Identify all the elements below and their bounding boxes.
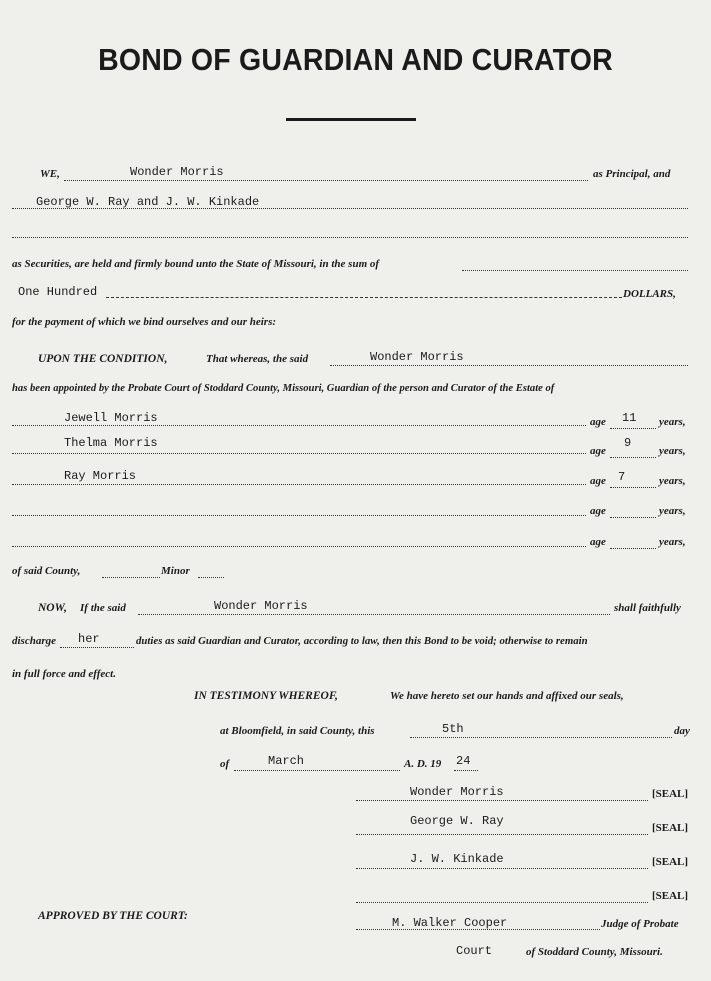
seal-label: [SEAL] bbox=[652, 890, 689, 902]
sum-dash-line bbox=[106, 297, 622, 298]
court-word: Court bbox=[456, 944, 493, 958]
signer-name: J. W. Kinkade bbox=[410, 852, 504, 866]
condition-name: Wonder Morris bbox=[370, 350, 464, 364]
full-force-text: in full force and effect. bbox=[12, 668, 116, 680]
age-line bbox=[610, 487, 656, 488]
condition-name-line bbox=[330, 365, 688, 366]
payment-text: for the payment of which we bind ourselves and our heirs: bbox=[12, 316, 277, 328]
now-name-line bbox=[138, 614, 610, 615]
age-label: age bbox=[590, 536, 606, 548]
day-line bbox=[410, 737, 672, 738]
discharge-label: discharge bbox=[12, 635, 56, 647]
at-text: at Bloomfield, in said County, this bbox=[220, 725, 375, 737]
minor-age: 11 bbox=[622, 411, 637, 425]
year-line bbox=[454, 770, 478, 771]
seal-label: [SEAL] bbox=[652, 788, 689, 800]
shall-text: shall faithfully bbox=[614, 602, 681, 614]
principal-line bbox=[64, 180, 588, 181]
minor-name-line bbox=[12, 546, 586, 547]
seal-label: [SEAL] bbox=[652, 856, 689, 868]
age-line bbox=[610, 428, 656, 429]
years-label: years, bbox=[659, 475, 686, 487]
duties-text: duties as said Guardian and Curator, according to law, then this Bond to be void; otherwise to remain bbox=[136, 635, 588, 647]
sureties-names: George W. Ray and J. W. Kinkade bbox=[36, 195, 260, 209]
minor-name: Jewell Morris bbox=[64, 411, 158, 425]
years-label: years, bbox=[659, 505, 686, 517]
ad-label: A. D. 19 bbox=[404, 758, 442, 770]
county-line bbox=[102, 577, 160, 578]
years-label: years, bbox=[659, 536, 686, 548]
of-label: of bbox=[220, 758, 230, 770]
county-court-text: of Stoddard County, Missouri. bbox=[526, 946, 663, 958]
minor-label: Minor bbox=[161, 565, 190, 577]
age-line bbox=[610, 548, 656, 549]
minor-name: Ray Morris bbox=[64, 469, 137, 483]
signature-line bbox=[356, 902, 648, 903]
age-label: age bbox=[590, 475, 606, 487]
day-label: day bbox=[674, 725, 690, 737]
sum-line-a bbox=[462, 270, 688, 271]
minor-age: 7 bbox=[618, 470, 626, 484]
as-principal-label: as Principal, and bbox=[593, 168, 671, 180]
judge-name: M. Walker Cooper bbox=[392, 916, 508, 930]
county-label: of said County, bbox=[12, 565, 81, 577]
title-rule bbox=[286, 118, 416, 121]
minor-suffix-line bbox=[198, 577, 224, 578]
seal-label: [SEAL] bbox=[652, 822, 689, 834]
we-label: WE, bbox=[40, 168, 60, 180]
minor-name-line bbox=[12, 425, 586, 426]
approved-label: APPROVED BY THE COURT: bbox=[38, 910, 188, 922]
pronoun: her bbox=[78, 632, 100, 646]
age-label: age bbox=[590, 505, 606, 517]
condition-text: That whereas, the said bbox=[206, 353, 309, 365]
minor-name-line bbox=[12, 484, 586, 485]
minor-name-line bbox=[12, 453, 586, 454]
securities-text: as Securities, are held and firmly bound unto the State of Missouri, in the sum of bbox=[12, 258, 380, 270]
age-label: age bbox=[590, 445, 606, 457]
year: 24 bbox=[456, 754, 471, 768]
appointed-text: has been appointed by the Probate Court of Stoddard County, Missouri, Guardian of the person and Curator of the Estate of bbox=[12, 383, 555, 394]
testimony-lead: IN TESTIMONY WHEREOF, bbox=[194, 690, 338, 702]
signer-name: Wonder Morris bbox=[410, 785, 504, 799]
minor-name-line bbox=[12, 515, 586, 516]
age-label: age bbox=[590, 416, 606, 428]
judge-label: Judge of Probate bbox=[601, 918, 679, 930]
age-line bbox=[610, 517, 656, 518]
month-line bbox=[234, 770, 400, 771]
now-lead: NOW, bbox=[38, 602, 67, 614]
month: March bbox=[268, 754, 305, 768]
now-text: If the said bbox=[80, 602, 126, 614]
document-title: BOND OF GUARDIAN AND CURATOR bbox=[98, 42, 613, 77]
minor-age: 9 bbox=[624, 436, 632, 450]
day-number: 5th bbox=[442, 722, 464, 736]
years-label: years, bbox=[659, 445, 686, 457]
dollars-label: DOLLARS, bbox=[623, 288, 676, 300]
signature-line bbox=[356, 800, 648, 801]
principal-name: Wonder Morris bbox=[130, 165, 224, 179]
signature-line bbox=[356, 868, 648, 869]
condition-lead: UPON THE CONDITION, bbox=[38, 353, 168, 365]
now-name: Wonder Morris bbox=[214, 599, 308, 613]
age-line bbox=[610, 457, 656, 458]
signer-name: George W. Ray bbox=[410, 814, 504, 828]
pronoun-line bbox=[60, 647, 134, 648]
blank-line bbox=[12, 237, 688, 238]
testimony-text: We have hereto set our hands and affixed our seals, bbox=[390, 690, 624, 702]
years-label: years, bbox=[659, 416, 686, 428]
signature-line bbox=[356, 834, 648, 835]
sum-words: One Hundred bbox=[18, 285, 98, 299]
minor-name: Thelma Morris bbox=[64, 436, 158, 450]
